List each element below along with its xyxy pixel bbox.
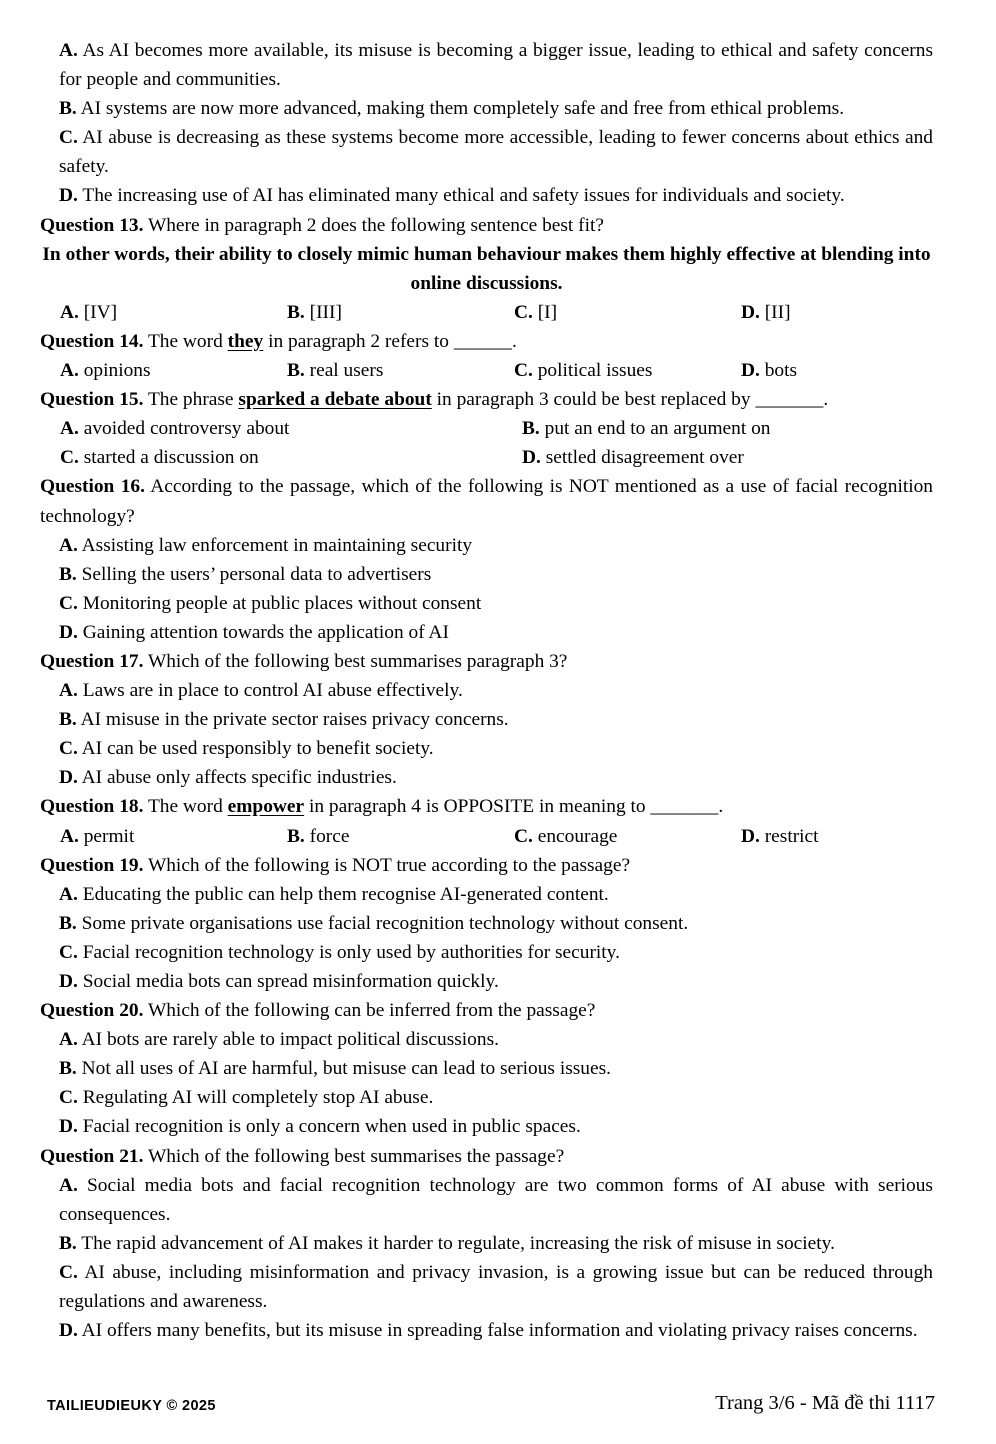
option-letter: C. bbox=[514, 360, 533, 382]
question-16-option-c bbox=[59, 589, 933, 618]
option-a bbox=[60, 298, 287, 327]
option-a bbox=[60, 356, 287, 385]
option-text: avoided controversy about bbox=[83, 418, 290, 440]
option-letter: A. bbox=[60, 360, 79, 382]
footer-page-info: Trang 3/6 - Mã đề thi 1117 bbox=[715, 1392, 935, 1414]
question-19-option-c bbox=[59, 938, 933, 967]
keyword-underlined: empower bbox=[227, 796, 305, 818]
option-text: encourage bbox=[537, 825, 618, 847]
question-text: The phrase bbox=[147, 389, 234, 411]
option-text: force bbox=[309, 825, 350, 847]
question-19 bbox=[40, 851, 933, 880]
option-letter: B. bbox=[59, 912, 77, 934]
option-text: put an end to an argument on bbox=[544, 418, 771, 440]
question-19-option-d bbox=[59, 967, 933, 996]
question-label: Question 17. bbox=[40, 650, 144, 672]
option-text: Some private organisations use facial recognition technology without consent. bbox=[81, 912, 689, 934]
option-text: settled disagreement over bbox=[545, 447, 744, 469]
option-text: Gaining attention towards the application of AI bbox=[82, 621, 449, 643]
option-b bbox=[287, 298, 514, 327]
option-text: Assisting law enforcement in maintaining security bbox=[81, 534, 473, 556]
option-letter: B. bbox=[287, 301, 305, 323]
question-text: in paragraph 2 refers to bbox=[268, 330, 449, 352]
question-13-options bbox=[60, 298, 933, 327]
carryover-option-c bbox=[59, 123, 933, 181]
option-text: AI abuse only affects specific industries. bbox=[81, 767, 397, 789]
option-text: Educating the public can help them recognise AI-generated content. bbox=[82, 883, 609, 905]
option-text: Facial recognition is only a concern when used in public spaces. bbox=[82, 1116, 581, 1138]
question-17 bbox=[40, 647, 933, 676]
option-letter: D. bbox=[59, 767, 78, 789]
option-text: AI misuse in the private sector raises privacy concerns. bbox=[80, 709, 509, 731]
option-letter: D. bbox=[59, 621, 78, 643]
carryover-option-a bbox=[59, 36, 933, 94]
option-letter: C. bbox=[59, 941, 78, 963]
option-text: As AI becomes more available, its misuse is becoming a bigger issue, leading to ethical and safety concerns for people and communities. bbox=[59, 40, 934, 91]
option-text: The increasing use of AI has eliminated many ethical and safety issues for individuals and society. bbox=[82, 185, 845, 207]
question-17-option-c bbox=[59, 734, 933, 763]
option-letter: A. bbox=[59, 534, 78, 556]
option-letter: B. bbox=[287, 825, 305, 847]
option-letter: B. bbox=[59, 1232, 77, 1254]
option-letter: C. bbox=[59, 592, 78, 614]
option-text: permit bbox=[83, 825, 135, 847]
option-text: AI abuse, including misinformation and privacy invasion, is a growing issue but can be reduced through regulations and awareness. bbox=[59, 1261, 933, 1313]
option-letter: D. bbox=[741, 301, 760, 323]
option-letter: C. bbox=[59, 1087, 78, 1109]
option-letter: D. bbox=[741, 360, 760, 382]
option-letter: B. bbox=[59, 98, 77, 120]
question-label: Question 19. bbox=[40, 854, 144, 876]
option-b bbox=[522, 414, 933, 443]
question-16-option-a bbox=[59, 531, 933, 560]
question-17-option-a bbox=[59, 676, 933, 705]
option-text: bots bbox=[764, 360, 798, 382]
question-label: Question 14. bbox=[40, 330, 144, 352]
option-letter: C. bbox=[59, 738, 78, 760]
option-text: AI bots are rarely able to impact political discussions. bbox=[81, 1029, 499, 1051]
question-label: Question 16. bbox=[40, 476, 145, 498]
question-text: Which of the following best summarises paragraph 3? bbox=[147, 650, 568, 672]
question-21-option-d bbox=[59, 1316, 933, 1345]
question-text: The word bbox=[147, 330, 223, 352]
question-15 bbox=[40, 385, 933, 414]
option-letter: A. bbox=[60, 418, 79, 440]
option-text: Selling the users’ personal data to advertisers bbox=[81, 563, 432, 585]
option-d bbox=[741, 822, 933, 851]
option-letter: A. bbox=[59, 1174, 78, 1196]
question-16-option-b bbox=[59, 560, 933, 589]
footer-brand: TAILIEUDIEUKY © 2025 bbox=[47, 1398, 216, 1414]
option-b bbox=[287, 356, 514, 385]
option-c bbox=[60, 443, 522, 472]
question-20-option-b bbox=[59, 1054, 933, 1083]
question-18 bbox=[40, 792, 933, 821]
question-21 bbox=[40, 1142, 933, 1171]
option-letter: B. bbox=[59, 1058, 77, 1080]
option-text: Not all uses of AI are harmful, but misuse can lead to serious issues. bbox=[81, 1058, 612, 1080]
option-text: [IV] bbox=[83, 301, 118, 323]
option-letter: C. bbox=[514, 301, 533, 323]
question-14-options bbox=[60, 356, 933, 385]
option-letter: A. bbox=[59, 40, 78, 61]
question-15-options-row-1 bbox=[60, 414, 933, 443]
blank-line: _______ bbox=[755, 389, 824, 411]
option-text: AI offers many benefits, but its misuse in spreading false information and violating privacy raises concerns. bbox=[81, 1320, 918, 1342]
option-letter: D. bbox=[59, 971, 78, 992]
option-letter: D. bbox=[522, 447, 541, 469]
blank-line: ______ bbox=[453, 330, 512, 352]
question-label: Question 13. bbox=[40, 214, 144, 236]
question-15-options-row-2 bbox=[60, 443, 933, 472]
question-label: Question 21. bbox=[40, 1145, 144, 1167]
option-text: political issues bbox=[537, 360, 653, 382]
option-letter: D. bbox=[59, 185, 78, 207]
question-text: Where in paragraph 2 does the following sentence best fit? bbox=[147, 214, 604, 236]
option-a bbox=[60, 822, 287, 851]
option-letter: C. bbox=[59, 127, 78, 149]
question-text: Which of the following can be inferred from the passage? bbox=[147, 1000, 596, 1022]
option-d bbox=[741, 298, 933, 327]
blank-line: _______ bbox=[650, 796, 719, 818]
option-text: started a discussion on bbox=[83, 447, 259, 469]
question-label: Question 18. bbox=[40, 796, 144, 818]
option-letter: C. bbox=[514, 825, 533, 847]
option-letter: A. bbox=[60, 301, 79, 323]
option-letter: A. bbox=[59, 883, 78, 905]
option-letter: D. bbox=[741, 825, 760, 847]
option-a bbox=[60, 414, 522, 443]
question-21-option-a bbox=[59, 1171, 933, 1229]
question-text: in paragraph 4 is OPPOSITE in meaning to bbox=[308, 796, 646, 818]
option-text: Facial recognition technology is only used by authorities for security. bbox=[82, 941, 620, 963]
question-20-option-c bbox=[59, 1083, 933, 1112]
question-text: in paragraph 3 could be best replaced by bbox=[436, 389, 751, 411]
option-text: real users bbox=[309, 360, 384, 382]
option-d bbox=[522, 443, 933, 472]
question-18-options bbox=[60, 822, 933, 851]
option-letter: B. bbox=[287, 360, 305, 382]
option-letter: C. bbox=[59, 1261, 78, 1283]
carryover-option-d bbox=[59, 181, 933, 210]
option-letter: A. bbox=[59, 680, 78, 702]
question-13-inserted-sentence: In other words, their ability to closely mimic human behaviour makes them highly effective at blending into online discussions. bbox=[42, 243, 931, 294]
question-16 bbox=[40, 472, 933, 530]
question-text: Which of the following best summarises the passage? bbox=[147, 1145, 565, 1167]
option-letter: A. bbox=[59, 1029, 78, 1051]
option-text: Regulating AI will completely stop AI abuse. bbox=[82, 1087, 434, 1109]
question-text: According to the passage, which of the following is NOT mentioned as a use of facial recognition technology? bbox=[40, 476, 933, 527]
option-letter: B. bbox=[59, 709, 77, 731]
question-17-option-b bbox=[59, 705, 933, 734]
question-19-option-a bbox=[59, 880, 933, 909]
option-text: AI abuse is decreasing as these systems become more accessible, leading to fewer concerns about ethics and safety. bbox=[59, 127, 933, 178]
option-letter: C. bbox=[60, 447, 79, 469]
question-14 bbox=[40, 327, 933, 356]
option-letter: D. bbox=[59, 1320, 78, 1342]
option-letter: B. bbox=[59, 563, 77, 585]
option-text: [III] bbox=[309, 301, 342, 323]
option-letter: A. bbox=[60, 825, 79, 847]
option-b bbox=[287, 822, 514, 851]
option-text: Social media bots and facial recognition technology are two common forms of AI abuse with serious consequences. bbox=[59, 1174, 933, 1225]
option-c bbox=[514, 356, 741, 385]
option-letter: D. bbox=[59, 1116, 78, 1138]
option-text: Social media bots can spread misinformation quickly. bbox=[82, 971, 499, 992]
option-text: The rapid advancement of AI makes it harder to regulate, increasing the risk of misuse in society. bbox=[81, 1232, 835, 1254]
question-21-option-b bbox=[59, 1229, 933, 1258]
option-text: opinions bbox=[83, 360, 151, 382]
option-text: [II] bbox=[764, 301, 791, 323]
option-text: AI can be used responsibly to benefit society. bbox=[81, 738, 434, 760]
option-text: AI systems are now more advanced, making them completely safe and free from ethical problems. bbox=[80, 98, 845, 120]
question-text: The word bbox=[147, 796, 223, 818]
option-c bbox=[514, 822, 741, 851]
option-text: Laws are in place to control AI abuse effectively. bbox=[82, 680, 463, 702]
question-17-option-d bbox=[59, 763, 933, 792]
question-text: Which of the following is NOT true according to the passage? bbox=[147, 854, 631, 876]
question-20-option-a bbox=[59, 1025, 933, 1054]
question-21-option-c bbox=[59, 1258, 933, 1316]
question-20-option-d bbox=[59, 1112, 933, 1141]
question-13 bbox=[40, 211, 933, 240]
question-text: . bbox=[823, 389, 829, 411]
keyword-underlined: sparked a debate about bbox=[238, 389, 432, 411]
carryover-option-b bbox=[59, 94, 933, 123]
question-16-option-d bbox=[59, 618, 933, 647]
question-label: Question 15. bbox=[40, 389, 144, 411]
option-text: [I] bbox=[537, 301, 558, 323]
option-text: restrict bbox=[764, 825, 819, 847]
exam-page bbox=[40, 36, 933, 1345]
option-c bbox=[514, 298, 741, 327]
question-20 bbox=[40, 996, 933, 1025]
option-letter: B. bbox=[522, 418, 540, 440]
question-text: . bbox=[512, 330, 517, 352]
option-d bbox=[741, 356, 933, 385]
question-label: Question 20. bbox=[40, 1000, 144, 1022]
question-19-option-b bbox=[59, 909, 933, 938]
keyword-underlined: they bbox=[227, 330, 264, 352]
option-text: Monitoring people at public places without consent bbox=[82, 592, 482, 614]
question-text: . bbox=[718, 796, 724, 818]
